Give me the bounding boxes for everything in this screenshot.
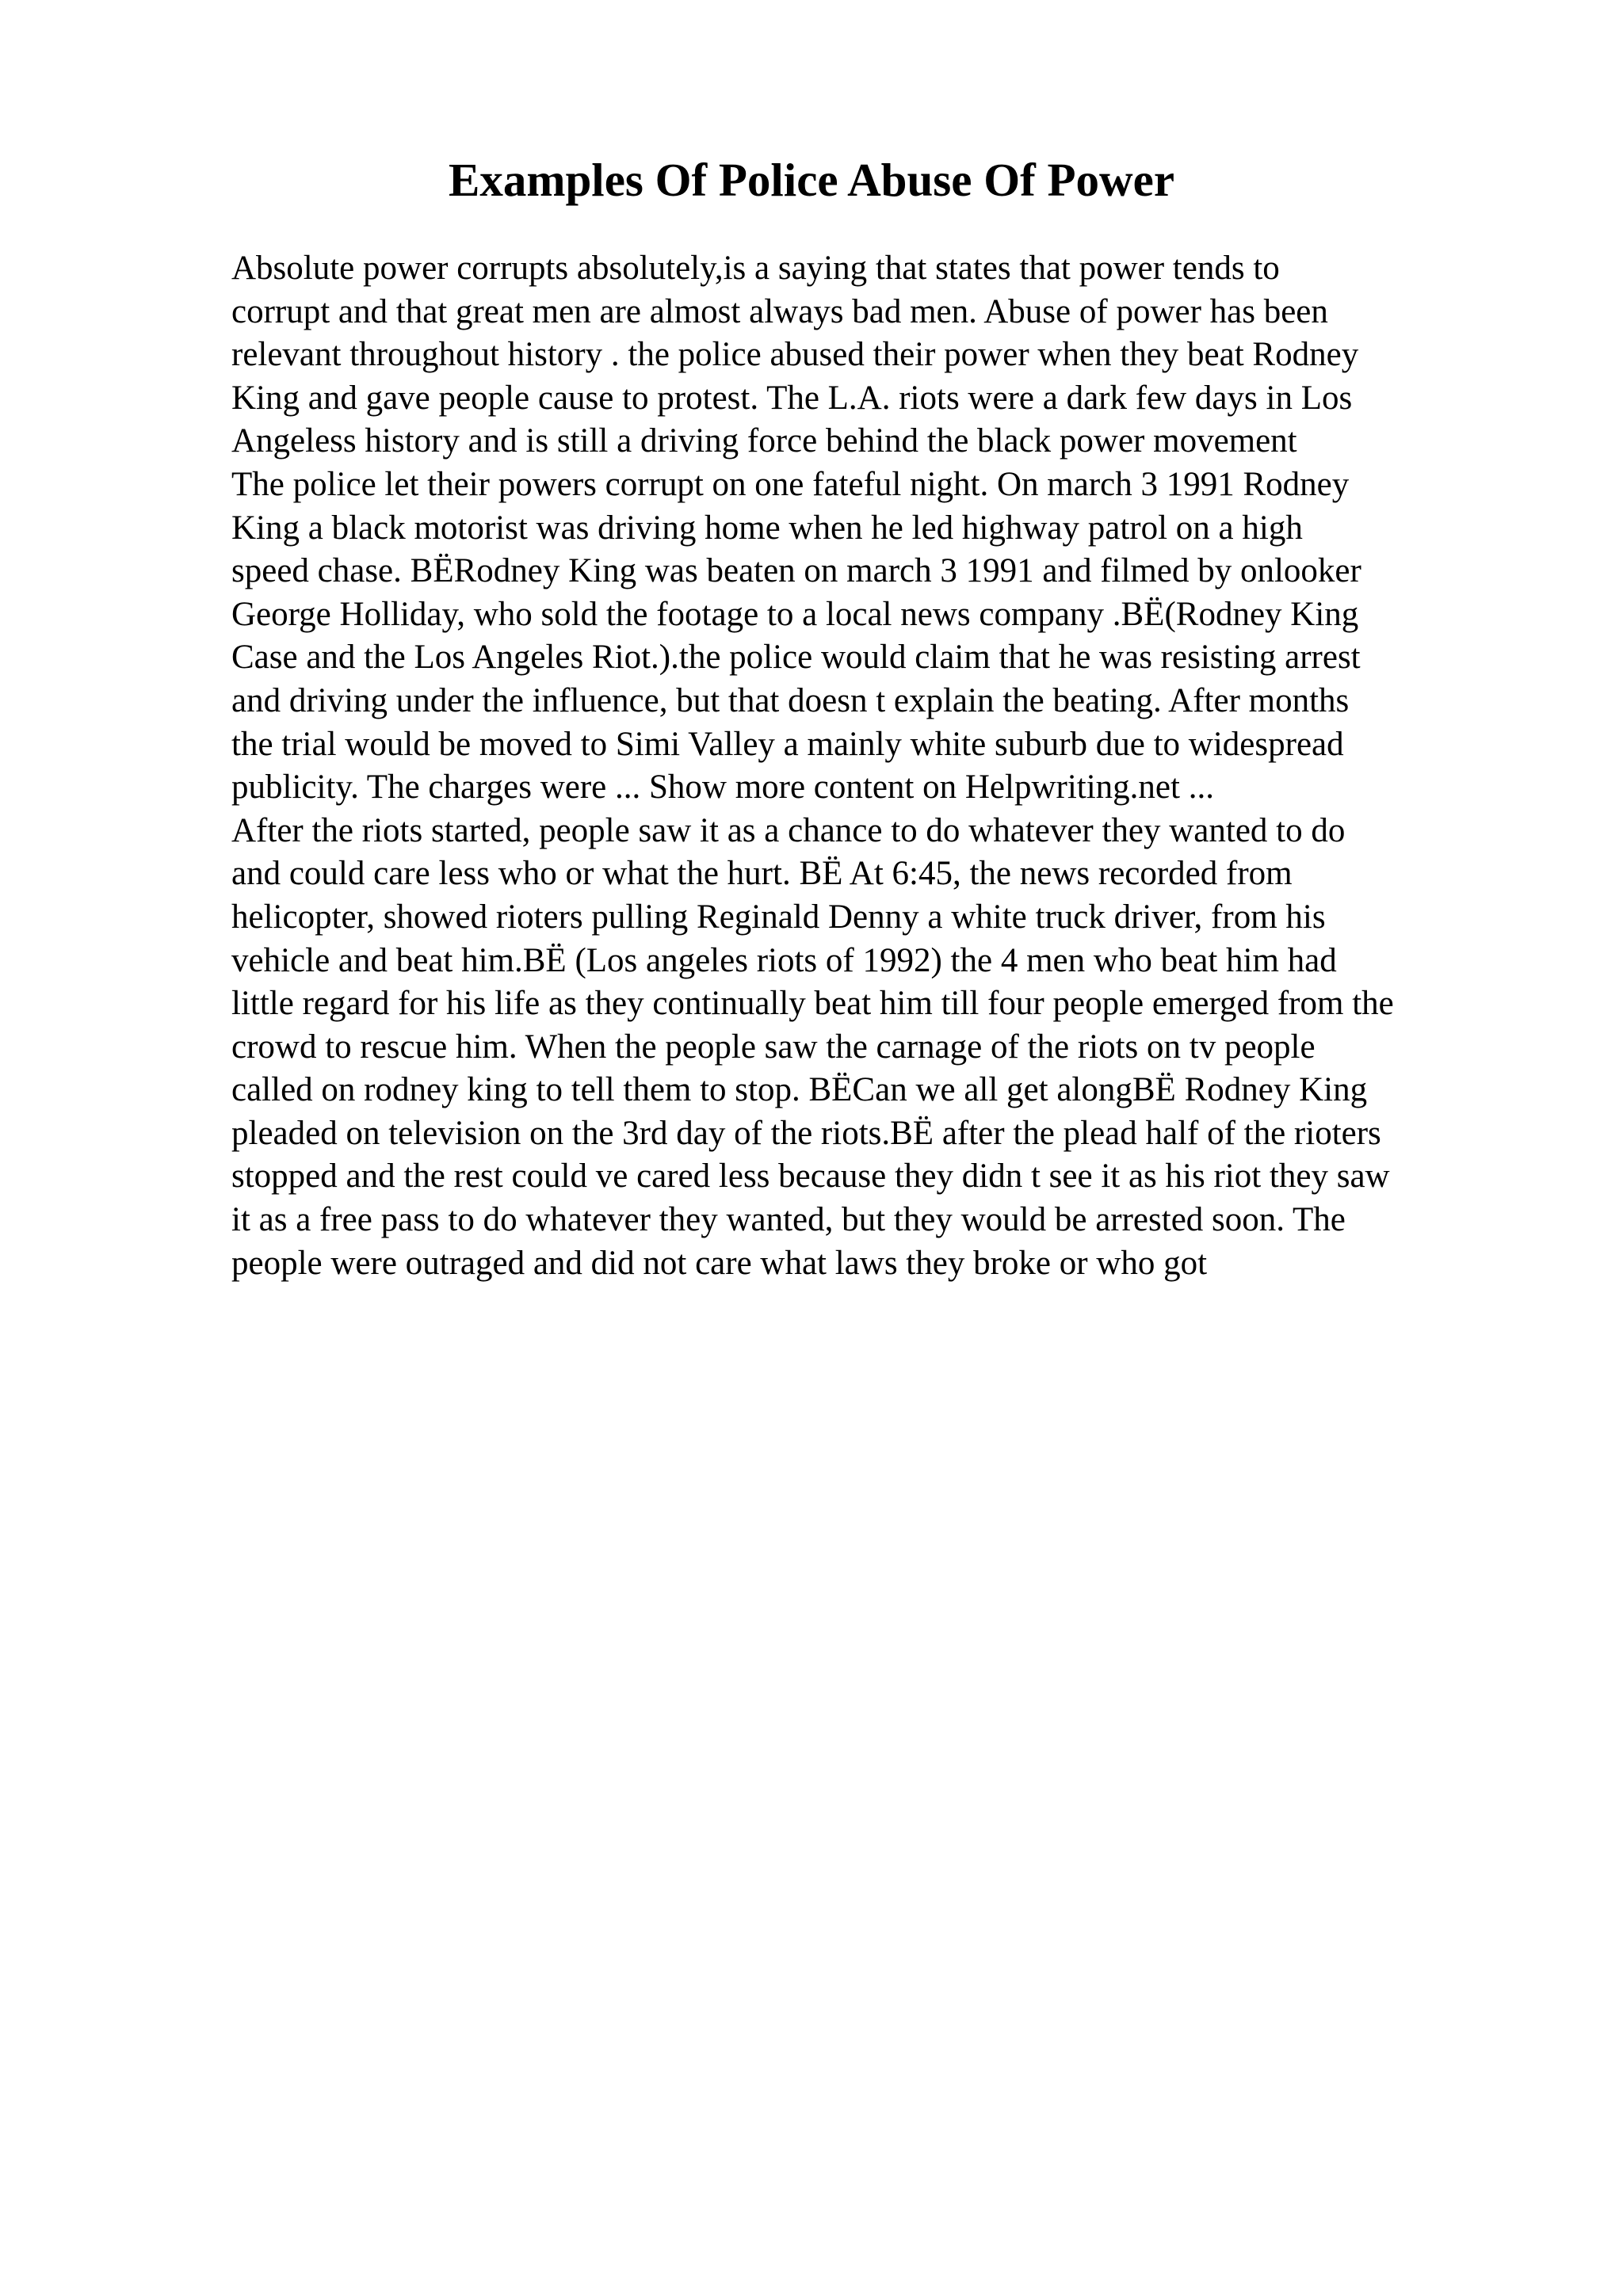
body-line: speed chase. BËRodney King was beaten on march 3 1991 and filmed by onlooker <box>231 552 1361 590</box>
body-line: and could care less who or what the hurt. BË At 6:45, the news recorded from <box>231 855 1293 893</box>
body-line: it as a free pass to do whatever they wanted, but they would be arrested soon. The <box>231 1201 1346 1239</box>
body-line: and driving under the influence, but that doesn t explain the beating. After months <box>231 681 1350 719</box>
body-line: Absolute power corrupts absolutely,is a saying that states that power tends to <box>231 250 1280 287</box>
body-line: Angeless history and is still a driving force behind the black power movement <box>231 422 1297 460</box>
document-body <box>231 247 1594 1285</box>
body-line: vehicle and beat him.BË (Los angeles riots of 1992) the 4 men who beat him had <box>231 941 1337 979</box>
body-line: relevant throughout history . the police abused their power when they beat Rodney <box>231 336 1359 374</box>
body-line: Case and the Los Angeles Riot.).the police would claim that he was resisting arrest <box>231 639 1361 677</box>
body-line: publicity. The charges were ... Show more content on Helpwriting.net ... <box>231 769 1214 807</box>
body-line: people were outraged and did not care what laws they broke or who got <box>231 1244 1208 1282</box>
body-line: the trial would be moved to Simi Valley a mainly white suburb due to widespread <box>231 725 1344 763</box>
body-line: corrupt and that great men are almost always bad men. Abuse of power has been <box>231 292 1328 330</box>
body-line: little regard for his life as they continually beat him till four people emerged from the <box>231 985 1394 1023</box>
document-title: Examples Of Police Abuse Of Power <box>448 154 1175 206</box>
body-line: King and gave people cause to protest. The L.A. riots were a dark few days in Los <box>231 379 1353 417</box>
body-line: King a black motorist was driving home when he led highway patrol on a high <box>231 509 1303 547</box>
body-line: pleaded on television on the 3rd day of the riots.BË after the plead half of the rioters <box>231 1114 1381 1152</box>
body-line: After the riots started, people saw it as a chance to do whatever they wanted to do <box>231 811 1346 849</box>
body-line: The police let their powers corrupt on one fateful night. On march 3 1991 Rodney <box>231 465 1350 503</box>
body-line: George Holliday, who sold the footage to a local news company .BË(Rodney King <box>231 595 1359 633</box>
body-line: crowd to rescue him. When the people saw the carnage of the riots on tv people <box>231 1028 1316 1066</box>
body-line: helicopter, showed rioters pulling Reginald Denny a white truck driver, from his <box>231 898 1326 936</box>
body-line: stopped and the rest could ve cared less because they didn t see it as his riot they saw <box>231 1158 1390 1196</box>
body-line: called on rodney king to tell them to stop. BËCan we all get alongBË Rodney King <box>231 1071 1368 1109</box>
